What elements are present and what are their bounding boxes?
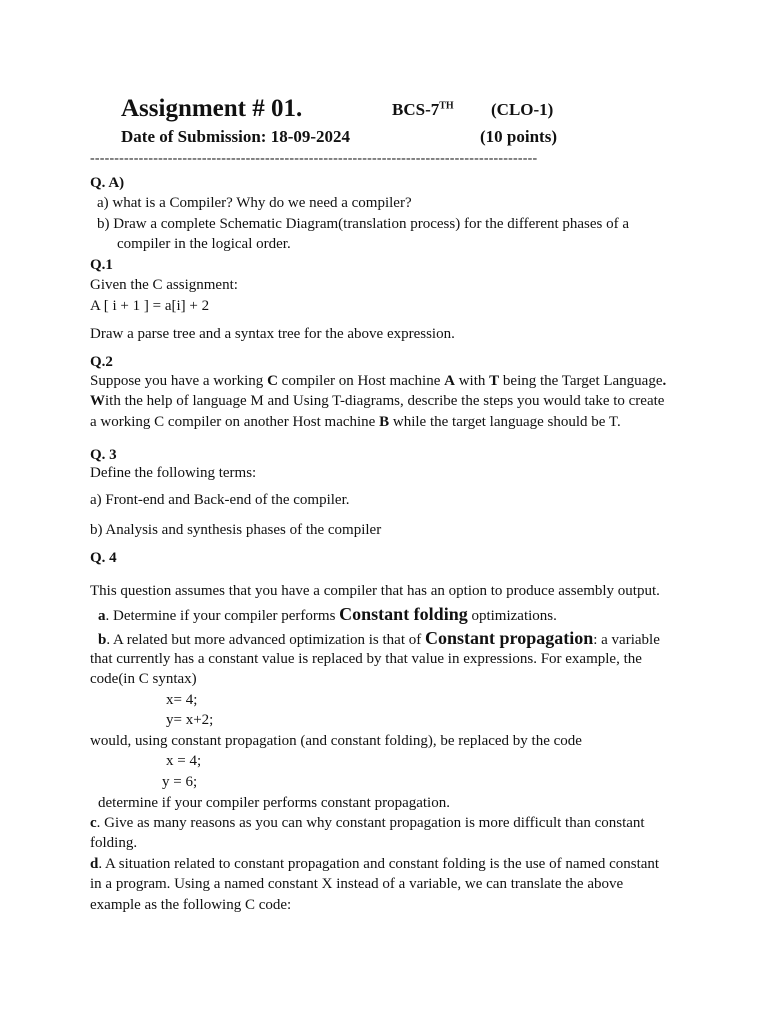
question-a-part-a: a) what is a Compiler? Why do we need a compiler? — [97, 195, 412, 211]
question-2-heading: Q.2 — [90, 354, 113, 370]
clo-label: (CLO-1) — [491, 100, 554, 119]
submission-date: Date of Submission: 18-09-2024 — [121, 127, 351, 146]
question-a-heading: Q. A) — [90, 175, 125, 191]
course-code-text: BCS-7 — [392, 100, 440, 119]
question-4-heading: Q. 4 — [90, 550, 117, 566]
question-1-intro: Given the C assignment: — [90, 277, 238, 293]
question-1-heading: Q.1 — [90, 257, 113, 273]
question-4-part-b: b. A related but more advanced optimization is that of Constant propagation: a variable — [98, 628, 660, 648]
question-3-heading: Q. 3 — [90, 447, 117, 463]
code-line-1: x= 4; — [166, 692, 198, 708]
question-a-part-b: b) Draw a complete Schematic Diagram(translation process) for the different phases of a — [97, 216, 630, 232]
dashed-divider: -------------------------------------------------------------------------------------------- — [90, 152, 538, 164]
points-label: (10 points) — [480, 127, 557, 146]
question-4-part-b-line-2: that currently has a constant value is replaced by that value in expressions. For example, the — [90, 651, 642, 667]
question-3-intro: Define the following terms: — [90, 465, 257, 481]
question-4-part-d-line-3: example as the following C code: — [90, 897, 292, 913]
question-4-part-c: c. Give as many reasons as you can why constant propagation is more difficult than constant — [90, 815, 645, 831]
question-4-part-c-line-2: folding. — [90, 835, 138, 851]
question-a-part-b-cont: compiler in the logical order. — [117, 236, 291, 252]
question-4-part-b-line-5: determine if your compiler performs constant propagation. — [98, 795, 450, 811]
question-4-part-d-line-2: in a program. Using a named constant X instead of a variable, we can translate the above — [90, 876, 624, 892]
code-line-3: x = 4; — [166, 753, 202, 769]
course-code-superscript: TH — [439, 100, 454, 112]
question-4-part-a: a. Determine if your compiler performs Constant folding optimizations. — [98, 604, 557, 624]
code-line-4: y = 6; — [162, 774, 198, 790]
code-line-2: y= x+2; — [166, 712, 214, 728]
question-3-part-b: b) Analysis and synthesis phases of the compiler — [90, 522, 382, 538]
question-1-task: Draw a parse tree and a syntax tree for the above expression. — [90, 326, 455, 342]
question-4-part-d: d. A situation related to constant propagation and constant folding is the use of named constant — [90, 856, 660, 872]
question-4-part-b-line-3: code(in C syntax) — [90, 671, 197, 687]
question-4-intro: This question assumes that you have a compiler that has an option to produce assembly output. — [90, 583, 660, 599]
assignment-title: Assignment # 01. — [121, 95, 303, 122]
question-2-line-1: Suppose you have a working C compiler on Host machine A with T being the Target Language. — [90, 373, 667, 389]
question-2-line-3: a working C compiler on another Host machine B while the target language should be T. — [90, 414, 621, 430]
question-2-line-2: With the help of language M and Using T-diagrams, describe the steps you would take to create — [90, 393, 665, 409]
question-3-part-a: a) Front-end and Back-end of the compiler. — [90, 492, 350, 508]
question-1-expression: A [ i + 1 ] = a[i] + 2 — [90, 298, 210, 314]
question-4-part-b-line-4: would, using constant propagation (and constant folding), be replaced by the code — [90, 733, 582, 749]
course-code — [392, 100, 454, 120]
